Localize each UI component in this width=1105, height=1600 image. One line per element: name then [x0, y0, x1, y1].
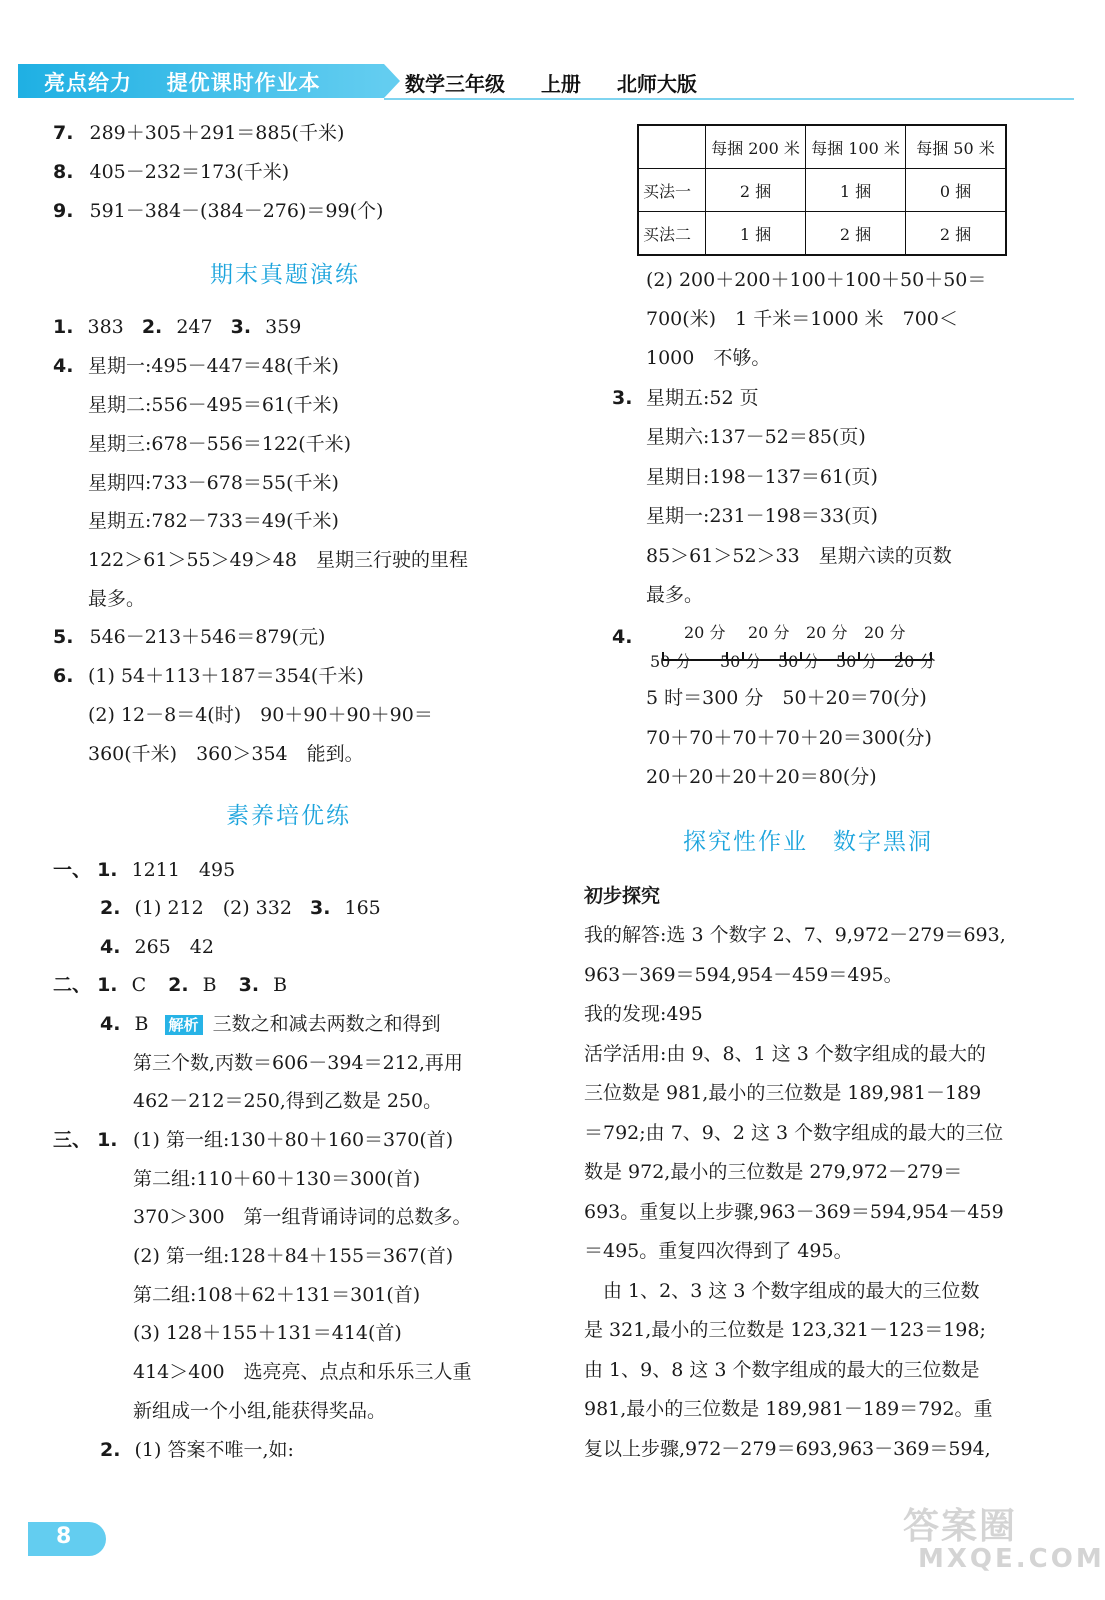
- analysis-line: 第三个数,丙数＝606－394＝212,再用: [133, 1052, 463, 1074]
- answer-line: 最多。: [88, 588, 146, 610]
- answer-value: C: [131, 974, 147, 996]
- answer-line: 星期三:678－556＝122(千米): [88, 433, 352, 455]
- answer-value: B: [202, 974, 217, 996]
- item-number: 2.: [168, 974, 189, 996]
- paragraph-line: 由 1、2、3 这 3 个数字组成的最大的三位数: [584, 1280, 980, 1302]
- edition: 北师大版: [616, 72, 697, 96]
- item-number-4: [612, 626, 632, 648]
- answer-line: (1) 54＋113＋187＝354(千米): [88, 665, 364, 687]
- paragraph-line: 数是 972,最小的三位数是 279,972－279＝: [584, 1161, 963, 1183]
- answer-value: 359: [265, 316, 302, 338]
- answer-line: 星期一:231－198＝33(页): [646, 505, 878, 527]
- answer-line: 20＋20＋20＋20＝80(分): [646, 766, 877, 788]
- paragraph-line: 活学活用:由 9、8、1 这 3 个数字组成的最大的: [584, 1043, 986, 1065]
- item-number: 3.: [238, 974, 260, 996]
- answer-line: 70＋70＋70＋70＋20＝300(分): [646, 727, 932, 749]
- subheading-preliminary: 初步探究: [584, 885, 661, 907]
- answer-text: 1211 495: [131, 859, 236, 881]
- part-one: [53, 859, 235, 881]
- answer-line: 第二组:108＋62＋131＝301(首): [133, 1284, 421, 1306]
- item-number: 4.: [100, 1013, 121, 1035]
- subject: 数学三年级: [405, 72, 505, 96]
- part-two: [53, 974, 287, 996]
- analysis-line: 462－212＝250,得到乙数是 250。: [133, 1090, 443, 1112]
- part-label: 三、: [53, 1129, 92, 1151]
- watermark-logo: 答案圈: [903, 1506, 1018, 1547]
- answer-line: 5 时＝300 分 50＋20＝70(分): [646, 687, 927, 709]
- item-number: 2.: [141, 316, 163, 338]
- segment-label-bottom: 50 分: [650, 652, 692, 671]
- item-number: 4.: [100, 936, 121, 958]
- item-number: 4.: [53, 355, 74, 377]
- item-number: 1.: [97, 1129, 118, 1151]
- segment-label-top: 20 分: [806, 623, 848, 642]
- table-cell: 1 捆: [706, 212, 806, 256]
- answer-line: 星期六:137－52＝85(页): [646, 426, 866, 448]
- answer-text: 265 42: [134, 936, 214, 958]
- paragraph-line: 是 321,最小的三位数是 123,321－123＝198;: [584, 1319, 986, 1341]
- answer-line: 星期五:52 页: [646, 387, 759, 409]
- answer-line: (1) 第一组:130＋80＋160＝370(首): [133, 1129, 454, 1151]
- answer-line: (2) 200＋200＋100＋100＋50＋50＝: [646, 269, 987, 291]
- table-header-row: [638, 125, 1006, 169]
- paragraph-line: ＝792;由 7、9、2 这 3 个数字组成的最大的三位: [584, 1122, 1004, 1144]
- header-series: [44, 67, 321, 97]
- section-title-final-exam: 期末真题演练: [210, 262, 360, 288]
- series-subtitle: 提优课时作业本: [166, 71, 321, 95]
- answer-line: (3) 128＋155＋131＝414(首): [133, 1322, 402, 1344]
- item-number: 2.: [100, 897, 121, 919]
- answer-text: 165: [344, 897, 381, 919]
- item-number: 3.: [309, 897, 331, 919]
- answer-line: 最多。: [646, 584, 704, 606]
- paragraph-line: 由 1、9、8 这 3 个数字组成的最大的三位数是: [584, 1359, 980, 1381]
- answer-text: (1) 答案不唯一,如:: [134, 1439, 294, 1461]
- volume: 上册: [540, 72, 581, 96]
- answer-value: B: [134, 1013, 149, 1035]
- segment-label-bottom: 20 分: [894, 652, 936, 671]
- item-number: 8.: [53, 161, 74, 183]
- part-label: 二、: [53, 974, 92, 996]
- answer-9: [53, 200, 383, 222]
- segment-label-top: 20 分: [864, 623, 906, 642]
- answer-value: 383: [87, 316, 124, 338]
- answers-1-3: [53, 316, 301, 338]
- part-one-q4: [100, 936, 214, 958]
- paragraph-line: 963－369＝594,954－459＝495。: [584, 964, 903, 986]
- series-name: 亮点给力: [44, 71, 132, 95]
- header-band-arrow: [384, 64, 400, 98]
- answer-line: (2) 第一组:128＋84＋155＝367(首): [133, 1245, 454, 1267]
- answer-5: [53, 626, 325, 648]
- answer-line: 星期二:556－495＝61(千米): [88, 394, 339, 416]
- part-three-q2: [100, 1439, 294, 1461]
- analysis-text: 三数之和减去两数之和得到: [212, 1013, 441, 1035]
- answer-line: 360(千米) 360＞354 能到。: [88, 743, 364, 765]
- part-label: 一、: [53, 859, 92, 881]
- paragraph-line: ＝495。重复四次得到了 495。: [584, 1240, 853, 1262]
- rope-purchase-table: [637, 124, 1007, 256]
- paragraph-line: 693。重复以上步骤,963－369＝594,954－459: [584, 1201, 1004, 1223]
- answer-text: 546－213＋546＝879(元): [89, 626, 326, 648]
- row-label: 买法一: [638, 169, 706, 212]
- answer-line: 星期四:733－678＝55(千米): [88, 472, 339, 494]
- table-cell: 0 捆: [906, 169, 1007, 212]
- item-number: 1.: [97, 859, 118, 881]
- analysis-tag: 解析: [165, 1015, 203, 1035]
- item-number: 1.: [97, 974, 118, 996]
- answer-value: 247: [176, 316, 213, 338]
- item-number: 7.: [53, 122, 74, 144]
- paragraph-line: 我的发现:495: [584, 1003, 703, 1025]
- paragraph-line: 我的解答:选 3 个数字 2、7、9,972－279＝693,: [584, 924, 1006, 946]
- item-number: 3.: [230, 316, 252, 338]
- paragraph-line: 复以上步骤,972－279＝693,963－369＝594,: [584, 1438, 991, 1460]
- answer-line: (2) 12－8＝4(时) 90＋90＋90＋90＝: [88, 704, 433, 726]
- answer-text: 591－384－(384－276)＝99(个): [89, 200, 384, 222]
- answer-line: 700(米) 1 千米＝1000 米 700＜: [646, 308, 958, 330]
- row-label: 买法二: [638, 212, 706, 256]
- answer-7: [53, 122, 344, 144]
- item-number: 6.: [53, 665, 74, 687]
- answer-line: 星期一:495－447＝48(千米): [88, 355, 339, 377]
- part-one-q2: [100, 897, 381, 919]
- answer-line: 星期五:782－733＝49(千米): [88, 510, 339, 532]
- answer-text: 289＋305＋291＝885(千米): [89, 122, 345, 144]
- answer-line: 第二组:110＋60＋130＝300(首): [133, 1168, 421, 1190]
- segment-label-top: 20 分: [684, 623, 726, 642]
- table-cell: 2 捆: [806, 212, 906, 256]
- section-title-inquiry: 探究性作业 数字黑洞: [683, 829, 933, 855]
- item-number: 9.: [53, 200, 74, 222]
- table-cell: 2 捆: [906, 212, 1007, 256]
- watermark-url: MXQE.COM: [918, 1544, 1105, 1574]
- answer-line: 新组成一个小组,能获得奖品。: [133, 1400, 387, 1422]
- table-row: [638, 212, 1006, 256]
- table-cell: 1 捆: [806, 169, 906, 212]
- answer-line: 星期日:198－137＝61(页): [646, 466, 878, 488]
- table-cell: 2 捆: [706, 169, 806, 212]
- table-header: 每捆 50 米: [906, 125, 1007, 169]
- answer-text: 405－232＝173(千米): [89, 161, 290, 183]
- table-cell: [638, 125, 706, 169]
- answer-line: 85＞61＞52＞33 星期六读的页数: [646, 545, 952, 567]
- answer-line: 122＞61＞55＞49＞48 星期三行驶的里程: [88, 549, 468, 571]
- segment-label-bottom: 50 分: [836, 652, 878, 671]
- item-number-3: [612, 387, 632, 409]
- item-number: 5.: [53, 626, 74, 648]
- item-number: 1.: [53, 316, 74, 338]
- header-book-info: [405, 68, 697, 97]
- answer-line: 370＞300 第一组背诵诗词的总数多。: [133, 1206, 472, 1228]
- table-header: 每捆 100 米: [806, 125, 906, 169]
- item-number-6: [53, 665, 73, 687]
- table-header: 每捆 200 米: [706, 125, 806, 169]
- item-number: 2.: [100, 1439, 121, 1461]
- answer-text: (1) 212 (2) 332: [134, 897, 292, 919]
- item-number: 4.: [612, 626, 633, 648]
- paragraph-line: 三位数是 981,最小的三位数是 189,981－189: [584, 1082, 982, 1104]
- answer-8: [53, 161, 289, 183]
- segment-label-bottom: 50 分: [778, 652, 820, 671]
- item-number-4: [53, 355, 73, 377]
- answer-line: 1000 不够。: [646, 347, 771, 369]
- section-title-literacy: 素养培优练: [226, 803, 351, 829]
- paragraph-line: 981,最小的三位数是 189,981－189＝792。重: [584, 1398, 993, 1420]
- header-rule: [384, 98, 1074, 100]
- segment-label-top: 20 分: [748, 623, 790, 642]
- item-number: 3.: [612, 387, 633, 409]
- page-number: 8: [56, 1524, 72, 1549]
- segment-label-bottom: 50 分: [720, 652, 762, 671]
- part-three: [53, 1129, 118, 1151]
- table-row: [638, 169, 1006, 212]
- part-two-q4: [100, 1013, 441, 1035]
- answer-value: B: [273, 974, 288, 996]
- answer-line: 414＞400 选亮亮、点点和乐乐三人重: [133, 1361, 472, 1383]
